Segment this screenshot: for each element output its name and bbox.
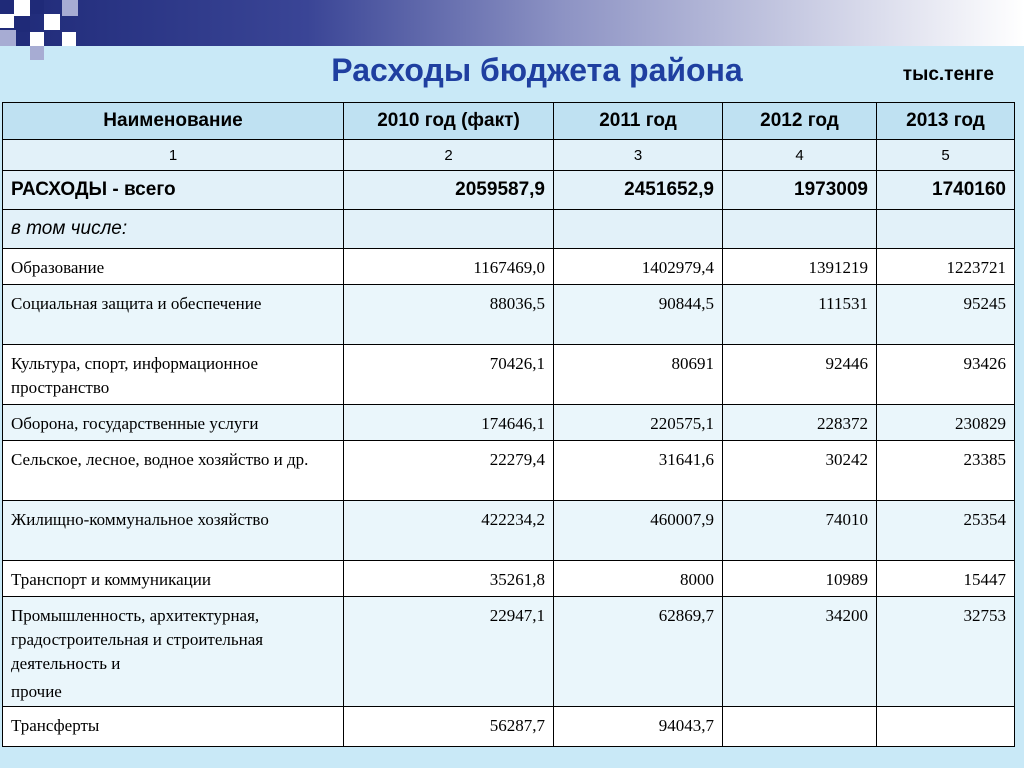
row-label bbox=[3, 405, 344, 441]
row-value bbox=[723, 707, 877, 747]
row-label bbox=[3, 597, 344, 707]
total-value: 1740160 bbox=[877, 171, 1015, 210]
row-value: 88036,5 bbox=[344, 285, 554, 345]
total-row bbox=[3, 171, 1015, 210]
row-label-text: Транспорт и коммуникации bbox=[11, 570, 211, 589]
empty-cell bbox=[554, 210, 723, 249]
row-value: 1391219 bbox=[723, 249, 877, 285]
row-value: 95245 bbox=[877, 285, 1015, 345]
row-value: 56287,7 bbox=[344, 707, 554, 747]
row-label bbox=[3, 249, 344, 285]
column-number-cell: 2 bbox=[344, 140, 554, 171]
row-value bbox=[877, 707, 1015, 747]
row-value: 22947,1 bbox=[344, 597, 554, 707]
header-cell: 2010 год (факт) bbox=[344, 103, 554, 140]
row-value: 30242 bbox=[723, 441, 877, 501]
units-label: тыс.тенге bbox=[902, 64, 994, 85]
row-value: 94043,7 bbox=[554, 707, 723, 747]
total-value: 2059587,9 bbox=[344, 171, 554, 210]
row-label bbox=[3, 345, 344, 405]
total-value: 2451652,9 bbox=[554, 171, 723, 210]
including-row bbox=[3, 210, 1015, 249]
empty-cell bbox=[723, 210, 877, 249]
row-label bbox=[3, 707, 344, 747]
table-row bbox=[3, 561, 1015, 597]
table-row bbox=[3, 441, 1015, 501]
empty-cell bbox=[344, 210, 554, 249]
row-value: 10989 bbox=[723, 561, 877, 597]
row-value: 23385 bbox=[877, 441, 1015, 501]
column-number-cell: 5 bbox=[877, 140, 1015, 171]
row-value: 15447 bbox=[877, 561, 1015, 597]
row-value: 34200 bbox=[723, 597, 877, 707]
row-label-text: Трансферты bbox=[11, 716, 100, 735]
row-label-text: Образование bbox=[11, 258, 105, 277]
row-value: 460007,9 bbox=[554, 501, 723, 561]
table-row bbox=[3, 707, 1015, 747]
row-label-text: Промышленность, архитектурная, градостроительная и строительная деятельность и bbox=[11, 606, 264, 673]
row-value: 1402979,4 bbox=[554, 249, 723, 285]
row-value: 90844,5 bbox=[554, 285, 723, 345]
header-cell: 2011 год bbox=[554, 103, 723, 140]
column-number-row bbox=[3, 140, 1015, 171]
row-value: 228372 bbox=[723, 405, 877, 441]
row-label bbox=[3, 561, 344, 597]
row-value: 31641,6 bbox=[554, 441, 723, 501]
including-label: в том числе: bbox=[3, 210, 344, 249]
row-value: 35261,8 bbox=[344, 561, 554, 597]
row-value: 1223721 bbox=[877, 249, 1015, 285]
row-label-text: Сельское, лесное, водное хозяйство и др. bbox=[11, 450, 309, 469]
row-value: 422234,2 bbox=[344, 501, 554, 561]
row-label-text: Жилищно-коммунальное хозяйство bbox=[11, 510, 269, 529]
row-label bbox=[3, 441, 344, 501]
row-label-text: Оборона, государственные услуги bbox=[11, 414, 259, 433]
header-bar bbox=[0, 0, 1024, 46]
row-value: 80691 bbox=[554, 345, 723, 405]
row-value: 62869,7 bbox=[554, 597, 723, 707]
row-value: 220575,1 bbox=[554, 405, 723, 441]
empty-cell bbox=[877, 210, 1015, 249]
column-number-cell: 4 bbox=[723, 140, 877, 171]
header-cell: 2013 год bbox=[877, 103, 1015, 140]
row-value: 8000 bbox=[554, 561, 723, 597]
row-value: 1167469,0 bbox=[344, 249, 554, 285]
row-value: 174646,1 bbox=[344, 405, 554, 441]
page-title: Расходы бюджета района bbox=[331, 52, 743, 88]
total-label: РАСХОДЫ - всего bbox=[3, 171, 344, 210]
total-value: 1973009 bbox=[723, 171, 877, 210]
row-label-text: Культура, спорт, информационное пространство bbox=[11, 354, 259, 397]
table-row bbox=[3, 501, 1015, 561]
row-label bbox=[3, 285, 344, 345]
table-row bbox=[3, 285, 1015, 345]
row-value: 92446 bbox=[723, 345, 877, 405]
header-row bbox=[3, 103, 1015, 140]
table-row bbox=[3, 249, 1015, 285]
row-value: 74010 bbox=[723, 501, 877, 561]
row-label-extra: прочие bbox=[11, 682, 62, 701]
row-value: 70426,1 bbox=[344, 345, 554, 405]
row-label bbox=[3, 501, 344, 561]
row-value: 93426 bbox=[877, 345, 1015, 405]
row-value: 111531 bbox=[723, 285, 877, 345]
row-label-text: Социальная защита и обеспечение bbox=[11, 294, 262, 313]
row-value: 25354 bbox=[877, 501, 1015, 561]
header-cell: 2012 год bbox=[723, 103, 877, 140]
row-value: 22279,4 bbox=[344, 441, 554, 501]
table-row bbox=[3, 405, 1015, 441]
row-value: 32753 bbox=[877, 597, 1015, 707]
budget-table bbox=[2, 102, 1015, 747]
column-number-cell: 3 bbox=[554, 140, 723, 171]
header-cell: Наименование bbox=[3, 103, 344, 140]
row-value: 230829 bbox=[877, 405, 1015, 441]
table-row bbox=[3, 345, 1015, 405]
column-number-cell: 1 bbox=[3, 140, 344, 171]
table-row bbox=[3, 597, 1015, 707]
